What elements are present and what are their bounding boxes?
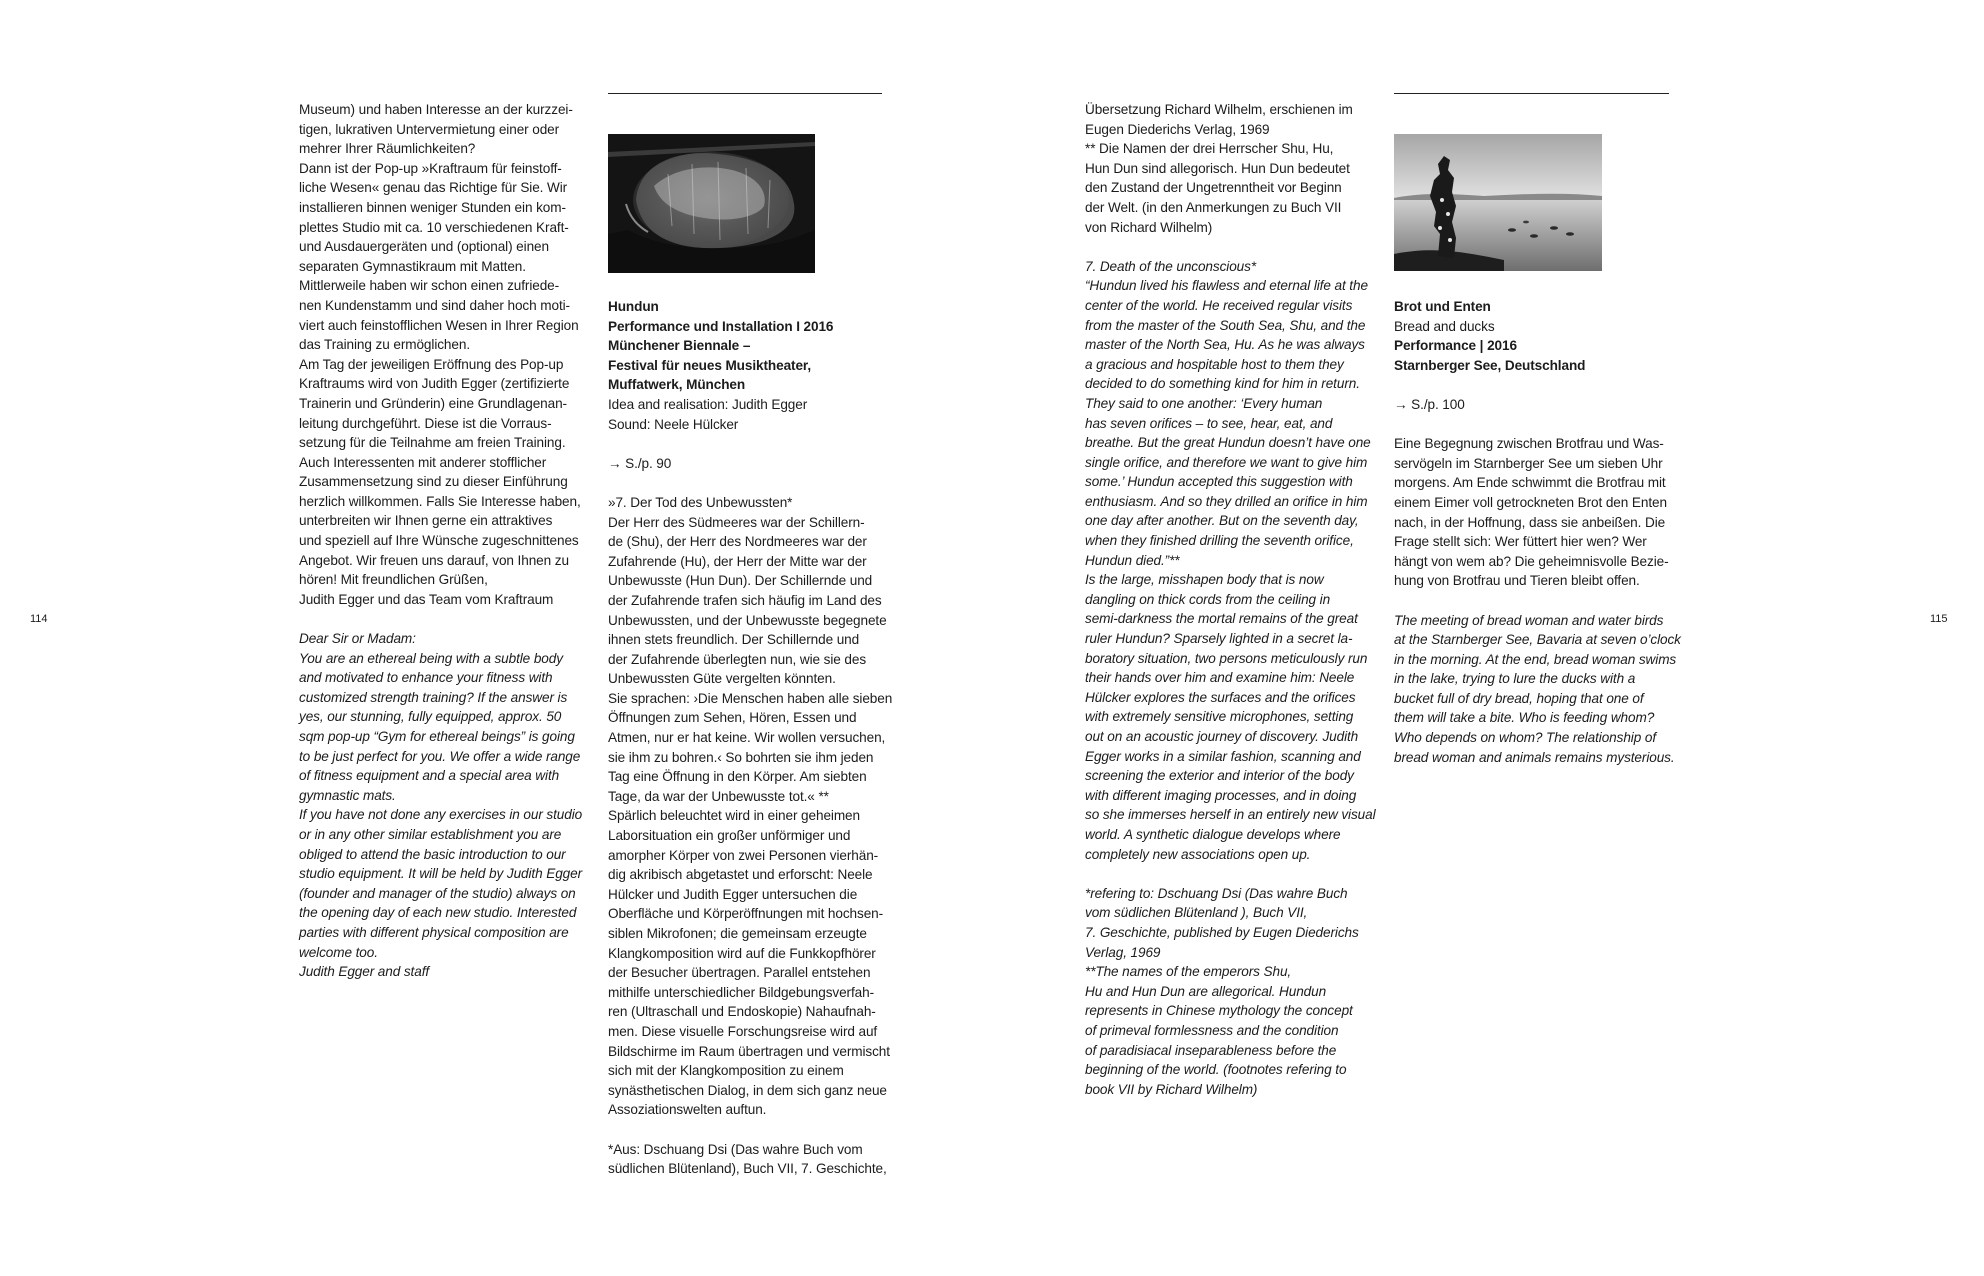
text-line: boratory situation, two persons meticulously run bbox=[1085, 650, 1368, 666]
text-line: Kraftraums wird von Judith Egger (zertifizierte bbox=[299, 376, 570, 392]
text-line: Museum) und haben Interesse an der kurzzei- bbox=[299, 102, 573, 117]
text-line: Idea and realisation: Judith Egger bbox=[608, 396, 808, 412]
text-line: und Ausdauergeräten und (optional) einen bbox=[299, 239, 549, 255]
text-line: of paradisiacal inseparableness before the bbox=[1085, 1042, 1337, 1058]
text-line: Dear Sir or Madam: bbox=[299, 631, 416, 647]
hundun-caption-credits bbox=[608, 395, 908, 434]
text-line: book VII by Richard Wilhelm) bbox=[1085, 1081, 1258, 1097]
text-line: Spärlich beleuchtet wird in einer geheimen bbox=[608, 808, 860, 824]
text-line: sie ihm zu bohren.‹ So bohrten sie ihm jeden bbox=[608, 749, 874, 765]
text-line: them will take a bite. Who is feeding whom? bbox=[1394, 710, 1655, 726]
text-line: and motivated to enhance your fitness with bbox=[299, 670, 553, 686]
text-line: südlichen Blütenland), Buch VII, 7. Geschichte, bbox=[608, 1161, 887, 1177]
text-line: Is the large, misshapen body that is now bbox=[1085, 572, 1324, 588]
text-line: Performance und Installation I 2016 bbox=[608, 318, 834, 334]
text-line: out on an acoustic journey of discovery. Judith bbox=[1085, 729, 1359, 744]
text-line: tigen, lukrativen Untervermietung einer oder bbox=[299, 121, 560, 137]
text-line: der Welt. (in den Anmerkungen zu Buch VII bbox=[1085, 199, 1342, 215]
text-line: Hun Dun sind allegorisch. Hun Dun bedeutet bbox=[1085, 160, 1350, 176]
text-line: semi-darkness the mortal remains of the great bbox=[1085, 611, 1358, 627]
text-line: single orifice, and therefore we want to give him bbox=[1085, 454, 1368, 470]
bread-and-ducks-photo bbox=[1394, 134, 1602, 271]
text-line: some.’ Hundun accepted this suggestion with bbox=[1085, 474, 1353, 490]
text-line: Angebot. Wir freuen uns darauf, von Ihnen zu bbox=[299, 552, 569, 568]
text-line: their hands over him and examine him: Neele bbox=[1085, 670, 1355, 686]
text-line: sich mit der Klangkomposition zu einem bbox=[608, 1063, 844, 1079]
bread-page-ref: → S./p. 100 bbox=[1394, 396, 1465, 412]
text-line: Unbewusste (Hun Dun). Der Schillernde und bbox=[608, 573, 873, 589]
text-line: Laborsituation ein großer unförmiger und bbox=[608, 828, 851, 844]
text-line: with extremely sensitive microphones, setting bbox=[1085, 709, 1354, 725]
text-line: Assoziationswelten auftun. bbox=[608, 1102, 767, 1118]
text-line: Bildschirme im Raum übertragen und vermischt bbox=[608, 1043, 890, 1059]
text-line: leitung durchgeführt. Diese ist die Vorraus- bbox=[299, 415, 552, 431]
text-line: Mittlerweile haben wir schon einen zufriede- bbox=[299, 278, 560, 294]
text-line: den Zustand der Ungetrenntheit vor Beginn bbox=[1085, 180, 1342, 196]
text-line: Judith Egger und das Team vom Kraftraum bbox=[299, 591, 554, 607]
text-line: plettes Studio mit ca. 10 verschiedenen Kraft- bbox=[299, 219, 569, 235]
hundun-caption-bold bbox=[608, 297, 908, 395]
separator-rule-right bbox=[1394, 93, 1669, 94]
text-line: der Besucher übertragen. Parallel entstehen bbox=[608, 965, 871, 981]
text-line: bread woman and animals remains mysterious. bbox=[1394, 749, 1675, 765]
page-number-left: 114 bbox=[30, 613, 48, 625]
text-line: Eugen Diederichs Verlag, 1969 bbox=[1085, 121, 1270, 137]
hundun-german-text bbox=[608, 493, 908, 1120]
text-line: Oberfläche und Körperöffnungen mit hochsen- bbox=[608, 906, 884, 922]
text-line: Tag eine Öffnung in den Körper. Am siebten bbox=[608, 769, 867, 785]
text-line: Hülcker und Judith Egger untersuchen die bbox=[608, 886, 858, 902]
text-line: They said to one another: ‘Every human bbox=[1085, 395, 1323, 411]
text-line: so she immerses herself in an entirely new visual bbox=[1085, 807, 1376, 823]
column-2 bbox=[608, 297, 908, 1179]
text-line: vom südlichen Blütenland ), Buch VII, bbox=[1085, 905, 1308, 921]
text-line: or in any other similar establishment you are bbox=[299, 826, 562, 842]
text-line: has seven orifices – to see, hear, eat, and bbox=[1085, 415, 1333, 431]
text-line: Münchener Biennale – bbox=[608, 338, 751, 354]
text-line: dangling on thick cords from the ceiling in bbox=[1085, 591, 1331, 607]
text-line: ** Die Namen der drei Herrscher Shu, Hu, bbox=[1085, 141, 1334, 157]
text-line: 7. Death of the unconscious* bbox=[1085, 258, 1257, 274]
text-line: to be just perfect for you. We offer a wide range bbox=[299, 748, 581, 764]
column-1 bbox=[299, 100, 599, 982]
text-line: ihnen stets freundlich. Der Schillernde und bbox=[608, 632, 860, 648]
text-line: Zufahrende (Hu), der Herr der Mitte war der bbox=[608, 553, 867, 569]
text-line: in the lake, trying to lure the ducks with a bbox=[1394, 671, 1636, 687]
text-line: customized strength training? If the answer is bbox=[299, 689, 568, 705]
text-line: obliged to attend the basic introduction to our bbox=[299, 846, 566, 862]
text-line: setzung für die Teilnahme am freien Training. bbox=[299, 435, 566, 451]
text-line: viert auch feinstofflichen Wesen in Ihrer Region bbox=[299, 317, 579, 333]
text-line: the opening day of each new studio. Interested bbox=[299, 905, 577, 921]
text-line: center of the world. He received regular visits bbox=[1085, 297, 1353, 313]
text-line: Öffnungen zum Sehen, Hören, Essen und bbox=[608, 710, 857, 726]
text-line: gymnastic mats. bbox=[299, 787, 396, 803]
translation-note bbox=[1085, 100, 1385, 237]
text-line: dig akribisch abgetastet und erforscht: Neele bbox=[608, 867, 873, 883]
text-line: de (Shu), der Herr des Nordmeeres war der bbox=[608, 534, 867, 550]
text-line: a gracious and hospitable host to them they bbox=[1085, 356, 1344, 372]
text-line: If you have not done any exercises in our studio bbox=[299, 807, 583, 823]
text-line: one day after another. But on the seventh day, bbox=[1085, 513, 1359, 529]
text-line: hung von Brotfrau und Tieren bleibt offen. bbox=[1394, 573, 1640, 589]
hundun-english-footnote bbox=[1085, 884, 1385, 1100]
text-line: von Richard Wilhelm) bbox=[1085, 219, 1213, 235]
text-line: of fitness equipment and a special area with bbox=[299, 768, 560, 784]
text-line: der Zufahrende überlegten nun, wie sie des bbox=[608, 651, 867, 667]
text-line: separaten Gymnastikraum mit Matten. bbox=[299, 258, 526, 274]
text-line: nach, in der Hoffnung, dass sie anbeißen. Die bbox=[1394, 514, 1666, 530]
text-line: das Training zu ermöglichen. bbox=[299, 337, 470, 353]
hundun-photo bbox=[608, 134, 815, 273]
text-line: Hundun bbox=[608, 299, 659, 314]
text-line: Festival für neues Musiktheater, bbox=[608, 357, 812, 373]
text-line: hängt von wem ab? Die geheimnisvolle Bezie- bbox=[1394, 553, 1669, 569]
english-text-block bbox=[299, 629, 599, 982]
text-line: Atmen, nur er hat keine. Wir wollen versuchen, bbox=[608, 730, 886, 746]
page-number-right: 115 bbox=[1930, 613, 1948, 625]
text-line: Trainerin und Gründerin) eine Grundlagenan- bbox=[299, 395, 567, 411]
bread-caption-subtitle: Bread and ducks bbox=[1394, 318, 1495, 334]
text-line: Unbewussten, und der Unbewusste begegnete bbox=[608, 612, 887, 628]
text-line: Who depends on whom? The relationship of bbox=[1394, 730, 1656, 746]
text-line: yes, our stunning, fully equipped, approx. 50 bbox=[299, 709, 562, 725]
text-line: installieren binnen weniger Stunden ein kom- bbox=[299, 199, 566, 215]
text-line: Judith Egger and staff bbox=[299, 964, 430, 980]
text-line: of primeval formlessness and the condition bbox=[1085, 1022, 1339, 1038]
text-line: **The names of the emperors Shu, bbox=[1085, 964, 1292, 980]
text-line: completely new associations open up. bbox=[1085, 846, 1311, 862]
text-line: Frage stellt sich: Wer füttert hier wen? Wer bbox=[1394, 534, 1647, 550]
text-line: nen Kundenstamm und sind daher hoch moti- bbox=[299, 297, 570, 313]
text-line: *Aus: Dschuang Dsi (Das wahre Buch vom bbox=[608, 1141, 863, 1157]
text-line: ruler Hundun? Sparsely lighted in a secret la- bbox=[1085, 631, 1353, 647]
text-line: parties with different physical composition are bbox=[299, 924, 569, 940]
text-line: from the master of the South Sea, Shu, and the bbox=[1085, 317, 1366, 333]
text-line: Muffatwerk, München bbox=[608, 377, 746, 393]
text-line: Übersetzung Richard Wilhelm, erschienen im bbox=[1085, 102, 1353, 117]
text-line: servögeln im Starnberger See um sieben Uhr bbox=[1394, 455, 1663, 471]
text-line: 7. Geschichte, published by Eugen Diederichs bbox=[1085, 924, 1359, 940]
text-line: Unbewussten Güte vergelten könnten. bbox=[608, 671, 836, 687]
hundun-english-text bbox=[1085, 257, 1385, 864]
bread-english-text bbox=[1394, 611, 1694, 768]
text-line: Sound: Neele Hülcker bbox=[608, 416, 739, 432]
text-line: mehrer Ihrer Räumlichkeiten? bbox=[299, 141, 476, 157]
text-line: Klangkomposition wird auf die Funkkopfhörer bbox=[608, 945, 876, 961]
text-line: Dann ist der Pop-up »Kraftraum für feinstoff- bbox=[299, 160, 562, 176]
german-text-block bbox=[299, 100, 599, 609]
text-line: Hundun died.”** bbox=[1085, 552, 1180, 568]
text-line: Starnberger See, Deutschland bbox=[1394, 357, 1586, 373]
bread-german-text bbox=[1394, 434, 1694, 591]
text-line: »7. Der Tod des Unbewussten* bbox=[608, 494, 793, 510]
text-line: decided to do something kind for him in return. bbox=[1085, 376, 1360, 392]
text-line: Eine Begegnung zwischen Brotfrau und Was- bbox=[1394, 436, 1664, 452]
text-line: master of the North Sea, Hu. As he was always bbox=[1085, 337, 1365, 353]
text-line: siblen Mikrofonen; die gemeinsam erzeugte bbox=[608, 926, 867, 941]
text-line: when they finished drilling the seventh orifice, bbox=[1085, 533, 1354, 549]
text-line: screening the exterior and interior of the body bbox=[1085, 768, 1354, 784]
text-line: welcome too. bbox=[299, 944, 378, 960]
text-line: (founder and manager of the studio) always on bbox=[299, 885, 576, 901]
text-line: Am Tag der jeweiligen Eröffnung des Pop-up bbox=[299, 356, 564, 372]
text-line: beginning of the world. (footnotes refering to bbox=[1085, 1062, 1347, 1078]
text-line: Hu and Hun Dun are allegorical. Hundun bbox=[1085, 983, 1327, 999]
bread-caption-bold bbox=[1394, 336, 1694, 375]
text-line: Zusammensetzung sind zu dieser Einführung bbox=[299, 474, 568, 490]
text-line: ren (Ultraschall und Endoskopie) Nahaufnah- bbox=[608, 1004, 876, 1020]
text-line: hören! Mit freundlichen Grüßen, bbox=[299, 572, 488, 588]
text-line: You are an ethereal being with a subtle body bbox=[299, 650, 563, 666]
text-line: in the morning. At the end, bread woman swims bbox=[1394, 651, 1677, 667]
text-line: studio equipment. It will be held by Judith Egger bbox=[299, 866, 583, 882]
text-line: men. Diese visuelle Forschungsreise wird auf bbox=[608, 1023, 878, 1039]
text-line: Egger works in a similar fashion, scanning and bbox=[1085, 748, 1361, 764]
text-line: einem Eimer voll getrockneten Brot den Enten bbox=[1394, 494, 1667, 510]
text-line: world. A synthetic dialogue develops where bbox=[1085, 826, 1341, 842]
text-line: The meeting of bread woman and water birds bbox=[1394, 612, 1664, 628]
text-line: at the Starnberger See, Bavaria at seven o’clock bbox=[1394, 632, 1681, 648]
hundun-page-ref: → S./p. 90 bbox=[608, 455, 672, 471]
text-line: herzlich willkommen. Falls Sie Interesse haben, bbox=[299, 493, 581, 509]
bread-caption-title: Brot und Enten bbox=[1394, 299, 1491, 314]
text-line: synästhetischen Dialog, in dem sich ganz neue bbox=[608, 1082, 887, 1098]
text-line: Hülcker explores the surfaces and the orifices bbox=[1085, 689, 1356, 705]
text-line: enthusiasm. And so they drilled an orifice in him bbox=[1085, 493, 1368, 509]
column-3 bbox=[1085, 100, 1385, 1099]
text-line: Auch Interessenten mit anderer stofflicher bbox=[299, 454, 547, 470]
text-line: der Zufahrende trafen sich häufig im Land des bbox=[608, 592, 882, 608]
text-line: *refering to: Dschuang Dsi (Das wahre Buch bbox=[1085, 885, 1348, 901]
text-line: Performance | 2016 bbox=[1394, 338, 1517, 354]
text-line: represents in Chinese mythology the concept bbox=[1085, 1003, 1353, 1019]
text-line: unterbreiten wir Ihnen gerne ein attraktives bbox=[299, 513, 553, 529]
text-line: Verlag, 1969 bbox=[1085, 944, 1161, 960]
text-line: Der Herr des Südmeeres war der Schillern- bbox=[608, 514, 865, 530]
text-line: sqm pop-up “Gym for ethereal beings” is going bbox=[299, 729, 575, 744]
text-line: Tage, da war der Unbewusste tot.« ** bbox=[608, 788, 829, 804]
text-line: mithilfe unterschiedlicher Bildgebungsverfah- bbox=[608, 984, 875, 1000]
text-line: amorpher Körper von zwei Personen vierhän- bbox=[608, 847, 879, 863]
column-4 bbox=[1394, 297, 1694, 767]
hundun-footnote bbox=[608, 1140, 908, 1179]
text-line: liche Wesen« genau das Richtige für Sie. Wir bbox=[299, 180, 568, 196]
text-line: breathe. But the great Hundun doesn’t have one bbox=[1085, 435, 1371, 451]
text-line: “Hundun lived his flawless and eternal life at the bbox=[1085, 278, 1368, 294]
text-line: with different imaging processes, and in doing bbox=[1085, 787, 1357, 803]
separator-rule-left bbox=[608, 93, 882, 94]
text-line: Sie sprachen: ›Die Menschen haben alle sieben bbox=[608, 690, 893, 706]
text-line: morgens. Am Ende schwimmt die Brotfrau mit bbox=[1394, 475, 1666, 491]
text-line: und speziell auf Ihre Wünsche zugeschnittenes bbox=[299, 533, 579, 549]
text-line: bucket full of dry bread, hoping that one of bbox=[1394, 690, 1644, 706]
